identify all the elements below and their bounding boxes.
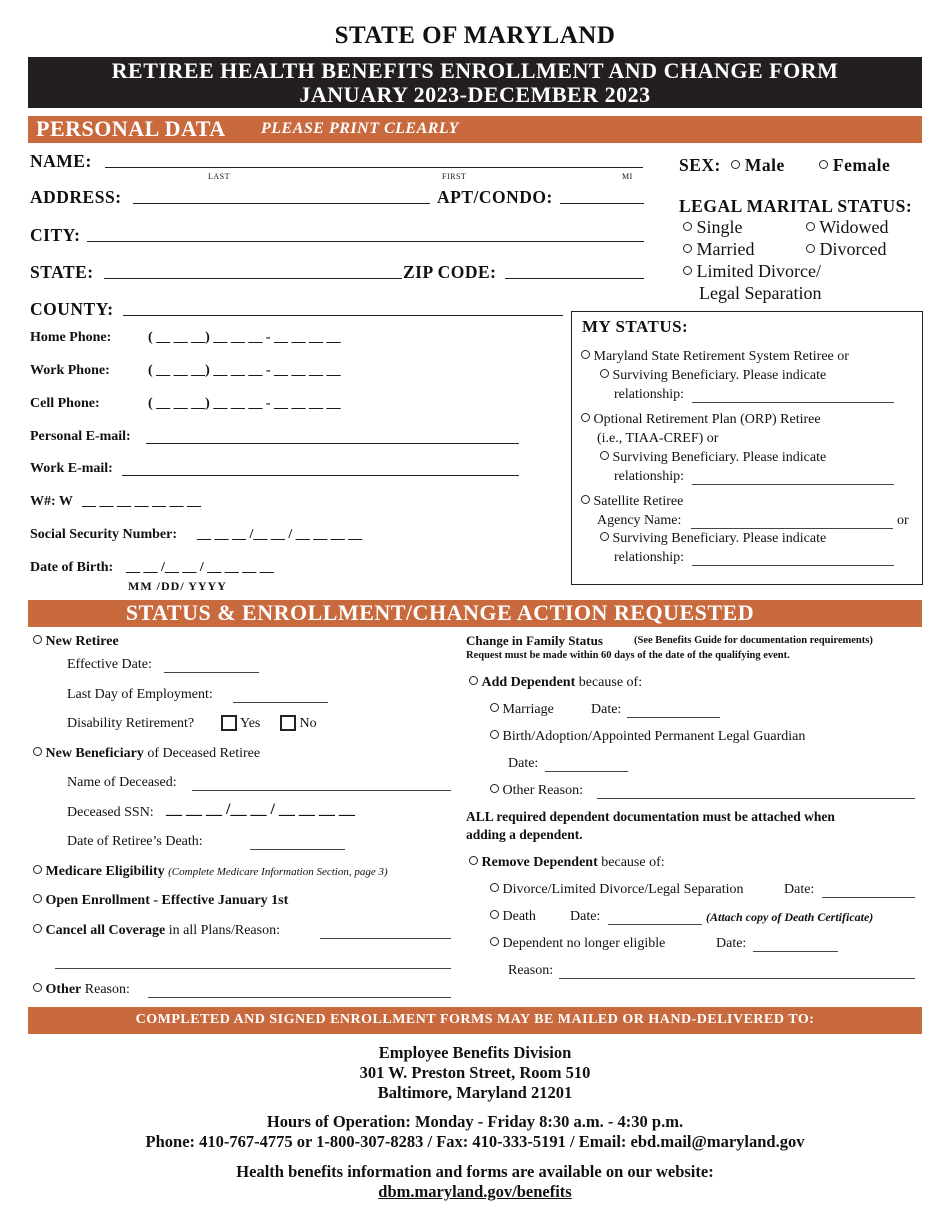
birth-date-label: Date: [508,756,539,771]
radio-icon [806,244,815,253]
radio-icon [731,160,740,169]
other-option[interactable] [33,982,130,998]
marriage-text: Marriage [502,702,554,717]
satellite-sb-option[interactable] [600,531,826,547]
name-sub-mi: MI [622,172,633,181]
city-field[interactable] [87,241,644,242]
radio-icon [600,532,609,541]
state-label: STATE: [30,262,94,282]
remove-dependent-bold: Remove Dependent [481,855,598,870]
radio-icon [33,894,42,903]
name-sub-last: LAST [208,172,230,181]
agency-or: or [897,513,909,528]
status-section-title: STATUS & ENROLLMENT/CHANGE ACTION REQUESTED [125,600,755,625]
satellite-relationship-label: relationship: [614,550,684,565]
marital-divorced-text: Divorced [819,239,887,259]
radio-icon [469,856,478,865]
medicare-bold: Medicare Eligibility [45,864,165,879]
marital-widowed-text: Widowed [819,217,889,237]
state-title: STATE OF MARYLAND [334,22,616,49]
retiree-death-label: Date of Retiree’s Death: [67,834,203,849]
dob-label: Date of Birth: [30,560,114,575]
radio-icon [490,703,499,712]
msrs-sb-text: Surviving Beneficiary. Please indicate [612,368,827,383]
radio-icon [33,865,42,874]
no-longer-eligible-option[interactable] [490,936,665,952]
last-day-label: Last Day of Employment: [67,687,213,702]
divorce-option[interactable] [490,882,744,898]
marriage-option[interactable] [490,702,554,718]
sex-label: SEX: [679,155,721,175]
add-dependent-option[interactable] [469,675,642,691]
deceased-ssn-label: Deceased SSN: [67,805,154,820]
orp-relationship-field[interactable] [692,484,894,485]
satellite-option[interactable] [581,494,683,510]
satellite-text: Satellite Retiree [593,494,684,509]
family-heading: Change in Family Status [466,633,603,648]
birth-date-field[interactable] [545,771,628,772]
marital-label: LEGAL MARITAL STATUS: [679,196,913,216]
division-city: Baltimore, Maryland 21201 [377,1083,573,1102]
radio-icon [490,910,499,919]
state-field[interactable] [104,278,402,279]
dob-field[interactable]: __ __ /__ __ / __ __ __ __ [126,560,274,575]
marital-married-option[interactable] [683,239,754,260]
divorce-date-field[interactable] [822,897,915,898]
zip-label: ZIP CODE: [403,262,497,282]
new-retiree-option[interactable] [33,634,119,650]
address-field[interactable] [133,203,430,204]
county-field[interactable] [123,315,563,316]
radio-icon [490,937,499,946]
radio-icon [683,266,692,275]
disability-label: Disability Retirement? [67,716,195,731]
add-other-reason-field[interactable] [597,798,915,799]
address-label: ADDRESS: [30,187,122,207]
cancel-reason-field-2[interactable] [55,968,451,969]
radio-icon [490,784,499,793]
disability-no-text: No [299,716,317,732]
remove-reason-field[interactable] [559,978,915,979]
marital-limited-text-2: Legal Separation [699,283,822,303]
print-clearly-note: PLEASE PRINT CLEARLY [261,120,459,137]
effective-date-field[interactable] [164,672,259,673]
agency-field[interactable] [691,528,893,529]
death-date-field[interactable] [608,924,702,925]
birth-option[interactable] [490,729,805,745]
msrs-text: Maryland State Retirement System Retiree or [593,349,849,364]
personal-email-label: Personal E-mail: [30,429,131,444]
new-retiree-text: New Retiree [45,634,119,649]
no-longer-date-field[interactable] [753,951,838,952]
marriage-date-label: Date: [591,702,622,717]
orp-text: Optional Retirement Plan (ORP) Retiree [593,412,821,427]
new-beneficiary-option[interactable] [33,746,260,762]
open-enrollment-option[interactable] [33,893,288,909]
radio-icon [683,222,692,231]
sex-male-option[interactable] [731,155,785,176]
w-number-label: W#: W [30,494,73,509]
medicare-option[interactable] [33,864,388,880]
dob-format: MM /DD/ YYYY [128,579,227,593]
radio-icon [490,730,499,739]
new-beneficiary-bold: New Beneficiary [45,746,144,761]
ssn-field[interactable]: __ __ __ /__ __ / __ __ __ __ [197,527,363,542]
documentation-note-1: ALL required dependent documentation must be attached when [466,809,835,824]
marital-widowed-option[interactable] [806,217,888,238]
retiree-death-field[interactable] [250,849,345,850]
division-street: 301 W. Preston Street, Room 510 [359,1063,591,1082]
no-longer-date-label: Date: [716,936,747,951]
marriage-date-field[interactable] [627,717,720,718]
radio-icon [683,244,692,253]
cell-phone-field[interactable]: ( __ __ __) __ __ __ - __ __ __ __ [148,396,341,411]
no-longer-eligible-text: Dependent no longer eligible [502,936,666,951]
website-note: Health benefits information and forms are available on our website: [236,1162,714,1181]
work-phone-field[interactable]: ( __ __ __) __ __ __ - __ __ __ __ [148,363,341,378]
orp-sb-option[interactable] [600,450,826,466]
cancel-coverage-option[interactable] [33,923,280,939]
work-phone-label: Work Phone: [30,363,110,378]
disability-no-checkbox[interactable] [280,716,317,732]
division-name: Employee Benefits Division [378,1043,572,1062]
radio-icon [33,747,42,756]
death-note: (Attach copy of Death Certificate) [706,910,874,924]
form-period: JANUARY 2023-DECEMBER 2023 [299,82,651,107]
satellite-relationship-field[interactable] [692,565,894,566]
radio-icon [819,160,828,169]
sex-male-text: Male [744,155,785,175]
city-label: CITY: [30,225,81,245]
other-rest: Reason: [81,982,130,997]
death-text: Death [502,909,536,924]
msrs-sb-option[interactable] [600,368,826,384]
checkbox-icon [280,715,296,731]
divorce-date-label: Date: [784,882,815,897]
agency-label: Agency Name: [597,513,682,528]
msrs-relationship-field[interactable] [692,402,894,403]
website-link-wrap [0,1182,950,1202]
orp-option[interactable] [581,412,821,428]
name-deceased-label: Name of Deceased: [67,775,177,790]
add-other-option[interactable] [490,783,583,799]
checkbox-icon [221,715,237,731]
last-day-field[interactable] [233,702,328,703]
contact-info: Phone: 410-767-4775 or 1-800-307-8283 / Fax: 410-333-5191 / Email: ebd.mail@maryland.gov [145,1132,805,1151]
cell-phone-label: Cell Phone: [30,396,100,411]
remove-because: because of: [597,855,665,870]
birth-text: Birth/Adoption/Appointed Permanent Legal Guardian [502,729,806,744]
county-label: COUNTY: [30,299,114,319]
orp-text-2: (i.e., TIAA-CREF) or [597,431,719,446]
documentation-note-2: adding a dependent. [466,827,583,842]
radio-icon [33,635,42,644]
mail-banner-text: COMPLETED AND SIGNED ENROLLMENT FORMS MAY BE MAILED OR HAND-DELIVERED TO: [135,1012,815,1027]
status-section-bar [28,600,922,627]
orp-relationship-label: relationship: [614,469,684,484]
work-email-label: Work E-mail: [30,461,113,476]
sex-female-text: Female [832,155,891,175]
open-enrollment-text: Open Enrollment - Effective January 1st [45,893,289,908]
divorce-text: Divorce/Limited Divorce/Legal Separation [502,882,744,897]
cancel-rest: in all Plans/Reason: [165,923,280,938]
hours: Hours of Operation: Monday - Friday 8:30 a.m. - 4:30 p.m. [266,1112,684,1131]
death-option[interactable] [490,909,536,925]
radio-icon [33,924,42,933]
apt-label: APT/CONDO: [437,187,553,207]
marital-limited-option[interactable] [683,261,821,282]
family-heading-note: (See Benefits Guide for documentation requirements) [634,635,873,646]
radio-icon [581,350,590,359]
radio-icon [33,983,42,992]
my-status-title: MY STATUS: [582,317,689,336]
name-field[interactable] [105,167,643,168]
cancel-reason-field[interactable] [320,938,451,939]
medicare-note: (Complete Medicare Information Section, page 3) [168,866,388,878]
add-dependent-bold: Add Dependent [481,675,576,690]
ssn-label: Social Security Number: [30,527,177,542]
add-because: because of: [575,675,643,690]
orp-sb-text: Surviving Beneficiary. Please indicate [612,450,827,465]
form-title-bar [28,57,922,108]
satellite-sb-text: Surviving Beneficiary. Please indicate [612,531,827,546]
apt-field[interactable] [560,203,644,204]
marital-single-text: Single [696,217,743,237]
family-request-note: Request must be made within 60 days of the date of the qualifying event. [466,650,790,661]
website-link[interactable]: dbm.maryland.gov/benefits [378,1182,572,1201]
name-deceased-field[interactable] [192,790,451,791]
personal-email-field[interactable] [146,443,519,444]
new-beneficiary-rest: of Deceased Retiree [143,746,261,761]
cancel-bold: Cancel all Coverage [45,923,166,938]
personal-data-title: PERSONAL DATA [36,116,226,141]
radio-icon [581,413,590,422]
radio-icon [469,676,478,685]
radio-icon [581,495,590,504]
marital-single-option[interactable] [683,217,743,238]
radio-icon [806,222,815,231]
msrs-option[interactable] [581,349,849,365]
name-sub-first: FIRST [442,172,467,181]
add-other-text: Other Reason: [502,783,583,798]
disability-yes-text: Yes [239,716,261,732]
name-label: NAME: [30,151,92,171]
form-title: RETIREE HEALTH BENEFITS ENROLLMENT AND CHANGE FORM [111,58,839,83]
remove-reason-label: Reason: [508,963,554,978]
effective-date-label: Effective Date: [67,657,152,672]
home-phone-label: Home Phone: [30,330,112,345]
home-phone-field[interactable]: ( __ __ __) __ __ __ - __ __ __ __ [148,330,341,345]
marital-married-text: Married [696,239,755,259]
death-date-label: Date: [570,909,601,924]
radio-icon [600,369,609,378]
radio-icon [600,451,609,460]
w-number-field[interactable]: __ __ __ __ __ __ __ [82,494,201,509]
mail-banner [28,1007,922,1034]
remove-dependent-option[interactable] [469,855,665,871]
sex-female-option[interactable] [819,155,890,176]
marital-limited-text: Limited Divorce/ [696,261,821,281]
radio-icon [490,883,499,892]
marital-divorced-option[interactable] [806,239,886,260]
zip-field[interactable] [505,278,644,279]
other-bold: Other [45,982,82,997]
other-reason-field[interactable] [148,997,451,998]
disability-yes-checkbox[interactable] [221,716,260,732]
work-email-field[interactable] [122,475,519,476]
deceased-ssn-field[interactable]: __ __ __ /__ __ / __ __ __ __ [166,801,355,818]
msrs-relationship-label: relationship: [614,387,684,402]
personal-data-bar [28,116,922,143]
